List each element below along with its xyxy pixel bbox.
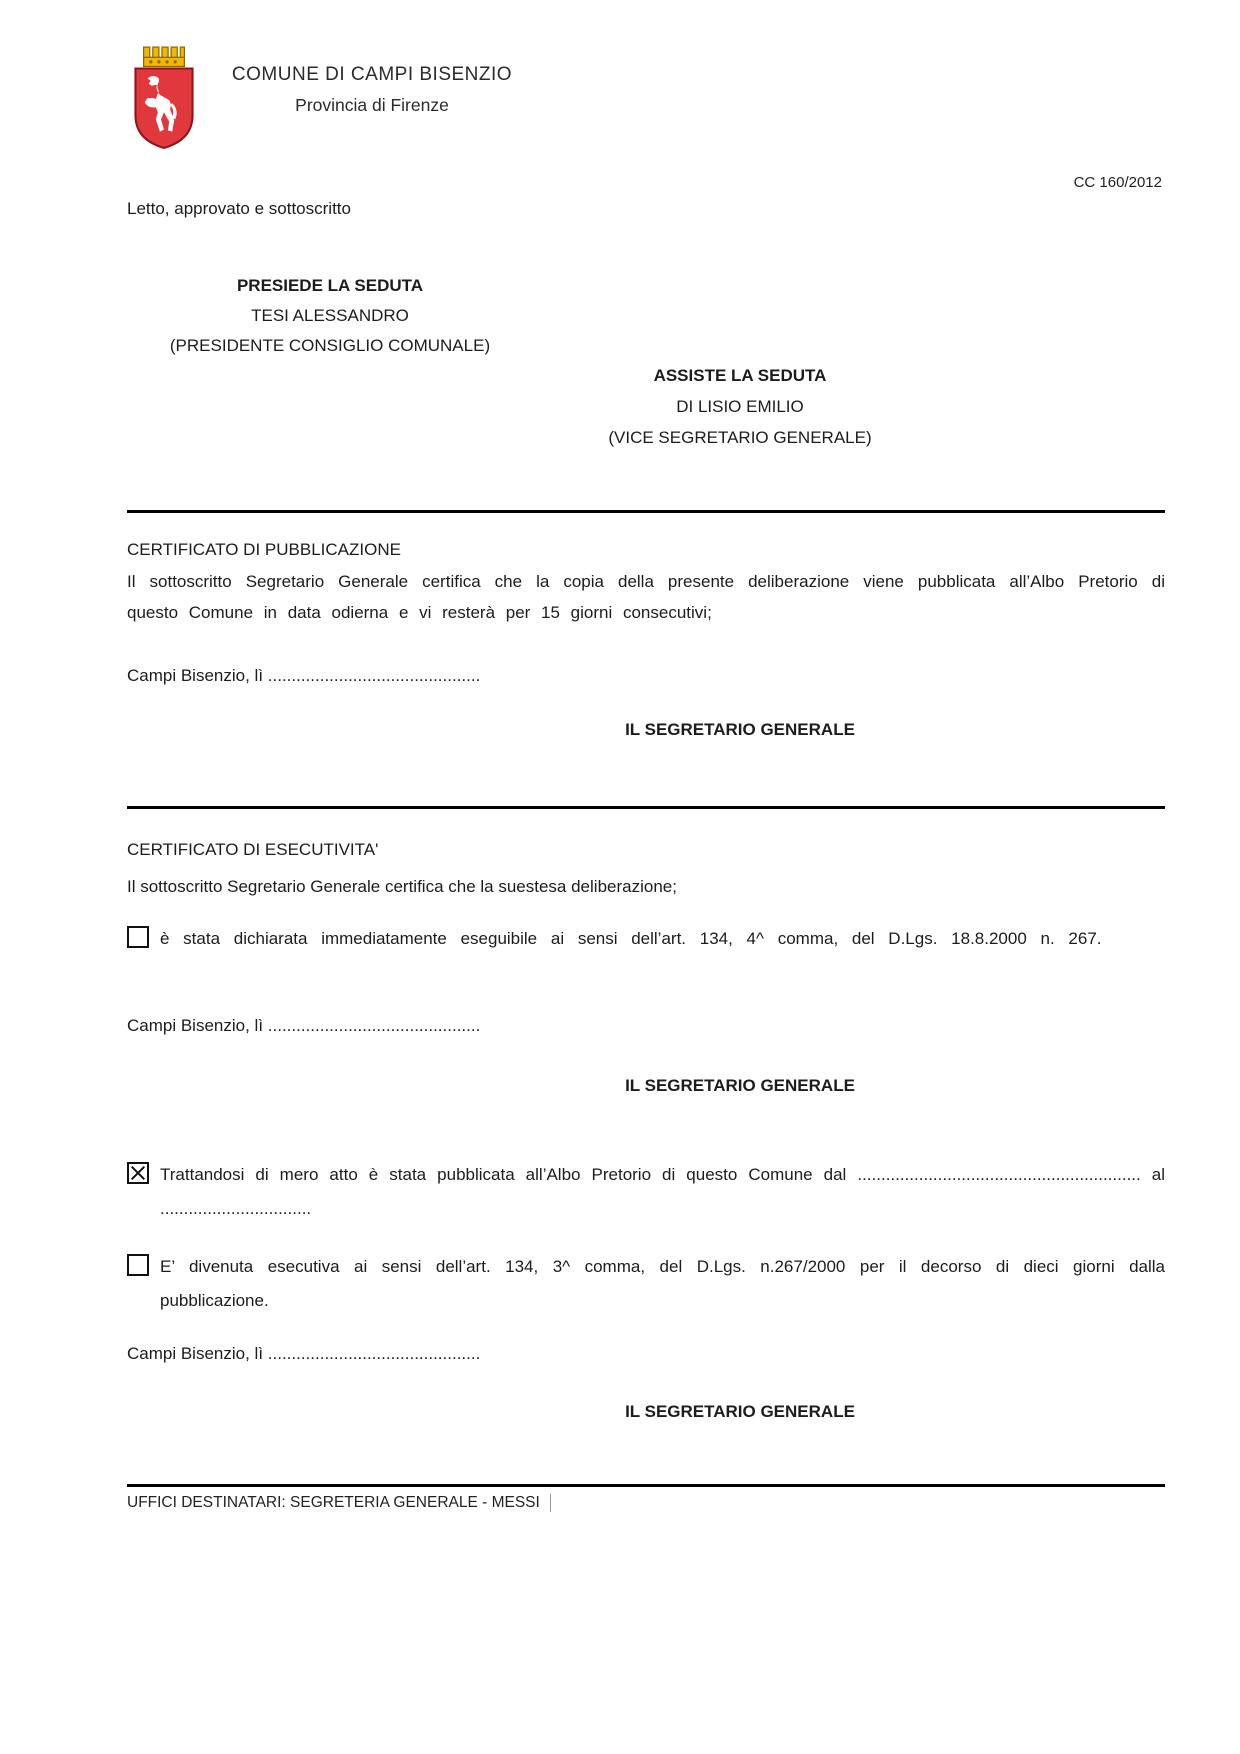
esecutivita-item-2-text: Trattandosi di mero atto è stata pubblicata all’Albo Pretorio di questo Comune dal ............................................................ al ................................: [160, 1165, 1165, 1218]
signature-title-1: IL SEGRETARIO GENERALE: [625, 720, 855, 739]
place-date-line-3: Campi Bisenzio, lì .............................................: [127, 1344, 481, 1363]
footer-destinations: UFFICI DESTINATARI: SEGRETERIA GENERALE - MESSI: [127, 1494, 551, 1512]
footer-rule: [127, 1484, 1165, 1487]
esecutivita-item-3-text: E’ divenuta esecutiva ai sensi dell’art. 134, 3^ comma, del D.Lgs. n.267/2000 per il decorso di dieci giorni dalla pubblicazione.: [160, 1257, 1165, 1310]
pubblicazione-title: CERTIFICATO DI PUBBLICAZIONE: [127, 540, 401, 559]
presiede-block: [120, 276, 540, 356]
checkbox-mero-atto[interactable]: [127, 1162, 149, 1184]
horizontal-rule-1: [127, 510, 1165, 513]
place-date-line-1: Campi Bisenzio, lì .............................................: [127, 666, 481, 685]
assiste-title: ASSISTE LA SEDUTA: [653, 366, 827, 385]
municipal-crest-icon: [131, 42, 197, 150]
presiede-title: PRESIEDE LA SEDUTA: [236, 276, 424, 295]
signature-title-3: IL SEGRETARIO GENERALE: [625, 1402, 855, 1421]
municipality-name: COMUNE DI CAMPI BISENZIO: [231, 64, 513, 85]
presiede-role: (PRESIDENTE CONSIGLIO COMUNALE): [169, 336, 491, 355]
assiste-role: (VICE SEGRETARIO GENERALE): [608, 428, 872, 447]
intro-line: Letto, approvato e sottoscritto: [127, 199, 351, 218]
checkmark-x-icon: [129, 1164, 147, 1182]
crown-icon: [144, 47, 185, 66]
checkbox-divenuta-esecutiva[interactable]: [127, 1254, 149, 1276]
esecutivita-item-2: [127, 1158, 1165, 1226]
signature-title-2: IL SEGRETARIO GENERALE: [625, 1076, 855, 1095]
esecutivita-item-1-text: è stata dichiarata immediatamente eseguibile ai sensi dell’art. 134, 4^ comma, del D.Lgs. 18.8.2000 n. 267.: [160, 929, 1102, 948]
place-date-line-2: Campi Bisenzio, lì .............................................: [127, 1016, 481, 1035]
coat-of-arms-icon: [131, 42, 197, 150]
assiste-name: DI LISIO EMILIO: [676, 397, 804, 416]
letterhead: [222, 64, 522, 116]
esecutivita-item-1: [127, 922, 1165, 956]
province-name: Provincia di Firenze: [295, 95, 449, 115]
assiste-block: [530, 366, 950, 448]
esecutivita-item-3: [127, 1250, 1165, 1318]
esecutivita-title: CERTIFICATO DI ESECUTIVITA': [127, 840, 379, 859]
checkbox-immediately-executable[interactable]: [127, 926, 149, 948]
horizontal-rule-2: [127, 806, 1165, 809]
pubblicazione-body: Il sottoscritto Segretario Generale certifica che la copia della presente deliberazione viene pubblicata all’Albo Pretorio di questo Comune in data odierna e vi resterà per 15 giorni consecutivi;: [127, 572, 1165, 622]
esecutivita-body: Il sottoscritto Segretario Generale certifica che la suestesa deliberazione;: [127, 877, 677, 896]
document-reference: CC 160/2012: [1073, 174, 1162, 191]
presiede-name: TESI ALESSANDRO: [251, 306, 409, 325]
